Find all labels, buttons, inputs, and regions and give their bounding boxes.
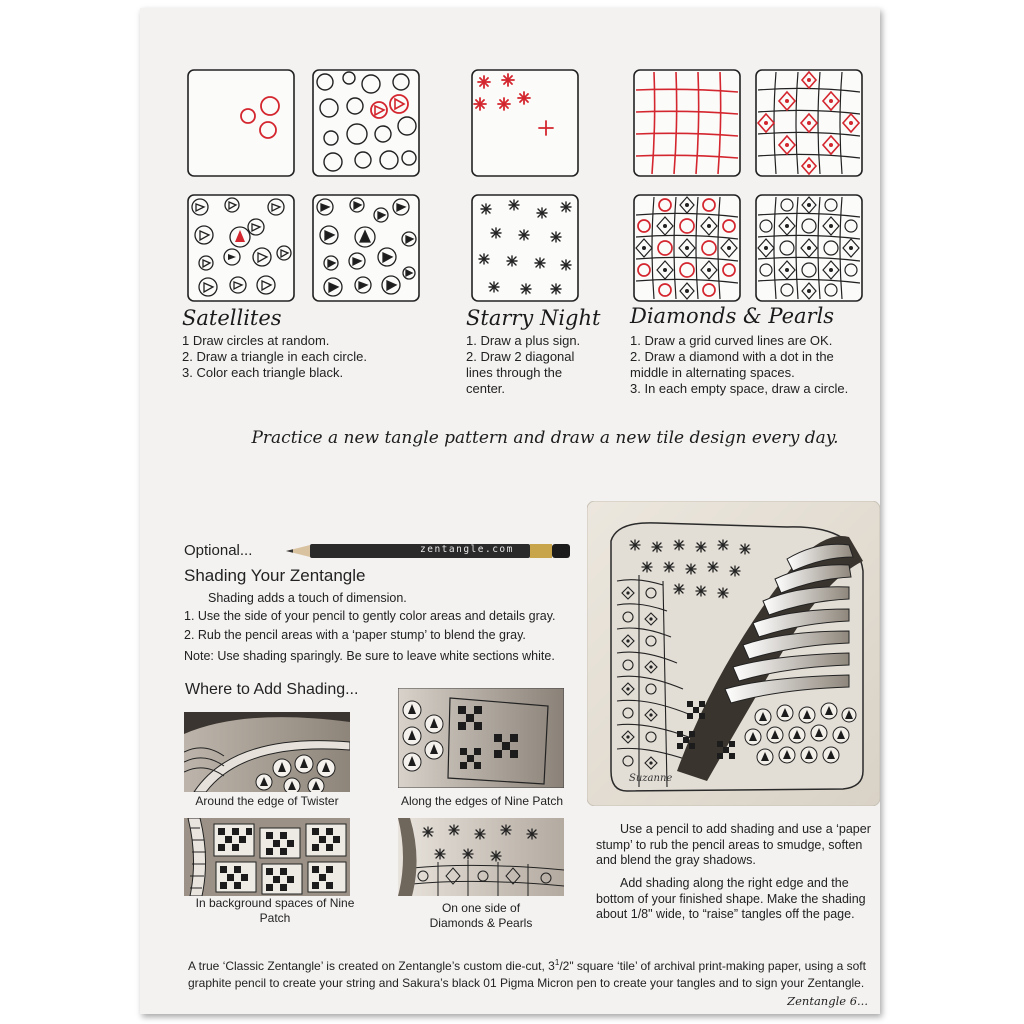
caption-nine-patch-background: In background spaces of Nine Patch [195,896,355,925]
tile-signature: Suzanne [629,773,673,784]
satellites-step-2: 2. Draw a triangle in each circle. [182,349,367,364]
shading-note: Note: Use shading sparingly. Be sure to leave white sections white. [184,649,555,663]
starry-night-finished-tile [470,193,580,303]
optional-label: Optional... [184,542,253,559]
satellites-steps [182,333,412,381]
shading-title: Shading Your Zentangle [184,566,366,585]
satellites-title: Satellites [182,306,282,330]
caption-diamonds-pearls-side [398,901,564,931]
nine-patch-background-thumbnail [184,818,350,896]
satellites-step-1: 1 Draw circles at random. [182,333,330,348]
satellites-step3-tile [186,193,296,303]
diamonds-pearls-title: Diamonds & Pearls [630,304,835,328]
starry-night-step-1: 1. Draw a plus sign. [466,333,581,348]
twister-shading-thumbnail [184,712,350,792]
shading-side-text-1: Use a pencil to add shading and use a ‘paper stump’ to rub the pencil areas to smudge, soften and blend the gray shadows. [596,822,871,867]
diamonds-pearls-step-3: 3. In each empty space, draw a circle. [630,381,849,396]
shading-intro: Shading adds a touch of dimension. [208,591,407,605]
shading-step-2: 2. Rub the pencil areas with a ‘paper stump’ to blend the gray. [184,628,526,642]
caption-twister: Around the edge of Twister [195,794,339,808]
diamonds-pearls-diamond-tile [754,68,864,178]
diamonds-pearls-side-thumbnail [398,818,564,896]
diamonds-pearls-step-1: 1. Draw a grid curved lines are OK. [630,333,833,348]
starry-night-title: Starry Night [466,306,601,330]
diamonds-pearls-finished-tile [754,193,864,303]
footer-text-start: A true ‘Classic Zentangle’ is created on Zentangle’s custom die-cut, 3 [188,959,555,973]
workbook-page [140,8,880,1014]
where-to-shade-title: Where to Add Shading... [185,681,359,698]
page-number: Zentangle 6... [787,994,868,1008]
diamonds-pearls-step-2: 2. Draw a diamond with a dot in the middle in alternating spaces. [630,349,834,380]
footer-fraction-sup: 1 [554,958,560,967]
pencil-brand-label: zentangle.com [420,544,514,555]
pencil-illustration [284,539,574,563]
footer-fraction-rest: /2 [559,959,570,973]
caption-diamonds-pearls-side-text: On one side of Diamonds & Pearls [429,901,533,930]
diamonds-pearls-steps [630,333,875,397]
starry-night-steps [466,333,596,397]
starry-night-step-2: 2. Draw 2 diagonal lines through the center. [466,349,575,396]
satellites-step2-tile [311,68,421,178]
finished-zentangle-tile [587,501,880,806]
footer-text-end: " square ‘tile’ of archival print-making paper, using a soft graphite pencil to create your string and Sakura’s black 01 Pigma Micron pen to create your tangles and to sign your Zentangle. [188,959,866,990]
diamonds-pearls-circle-tile [632,193,742,303]
satellites-step1-tile [186,68,296,178]
shading-side-text-2: Add shading along the right edge and the bottom of your finished shape. Make the shading about 1/8" wide, to “raise” tangles off the page. [596,876,866,921]
satellites-finished-tile [311,193,421,303]
starry-night-step-tile [470,68,580,178]
shading-step-1: 1. Use the side of your pencil to gently color areas and details gray. [184,609,556,623]
nine-patch-edges-thumbnail [398,688,564,788]
diamonds-pearls-grid-tile [632,68,742,178]
satellites-step-3: 3. Color each triangle black. [182,365,344,380]
footer-note [188,954,878,992]
caption-nine-patch-edges: Along the edges of Nine Patch [400,794,564,808]
practice-motto: Practice a new tangle pattern and draw a new tile design every day. [251,428,839,448]
